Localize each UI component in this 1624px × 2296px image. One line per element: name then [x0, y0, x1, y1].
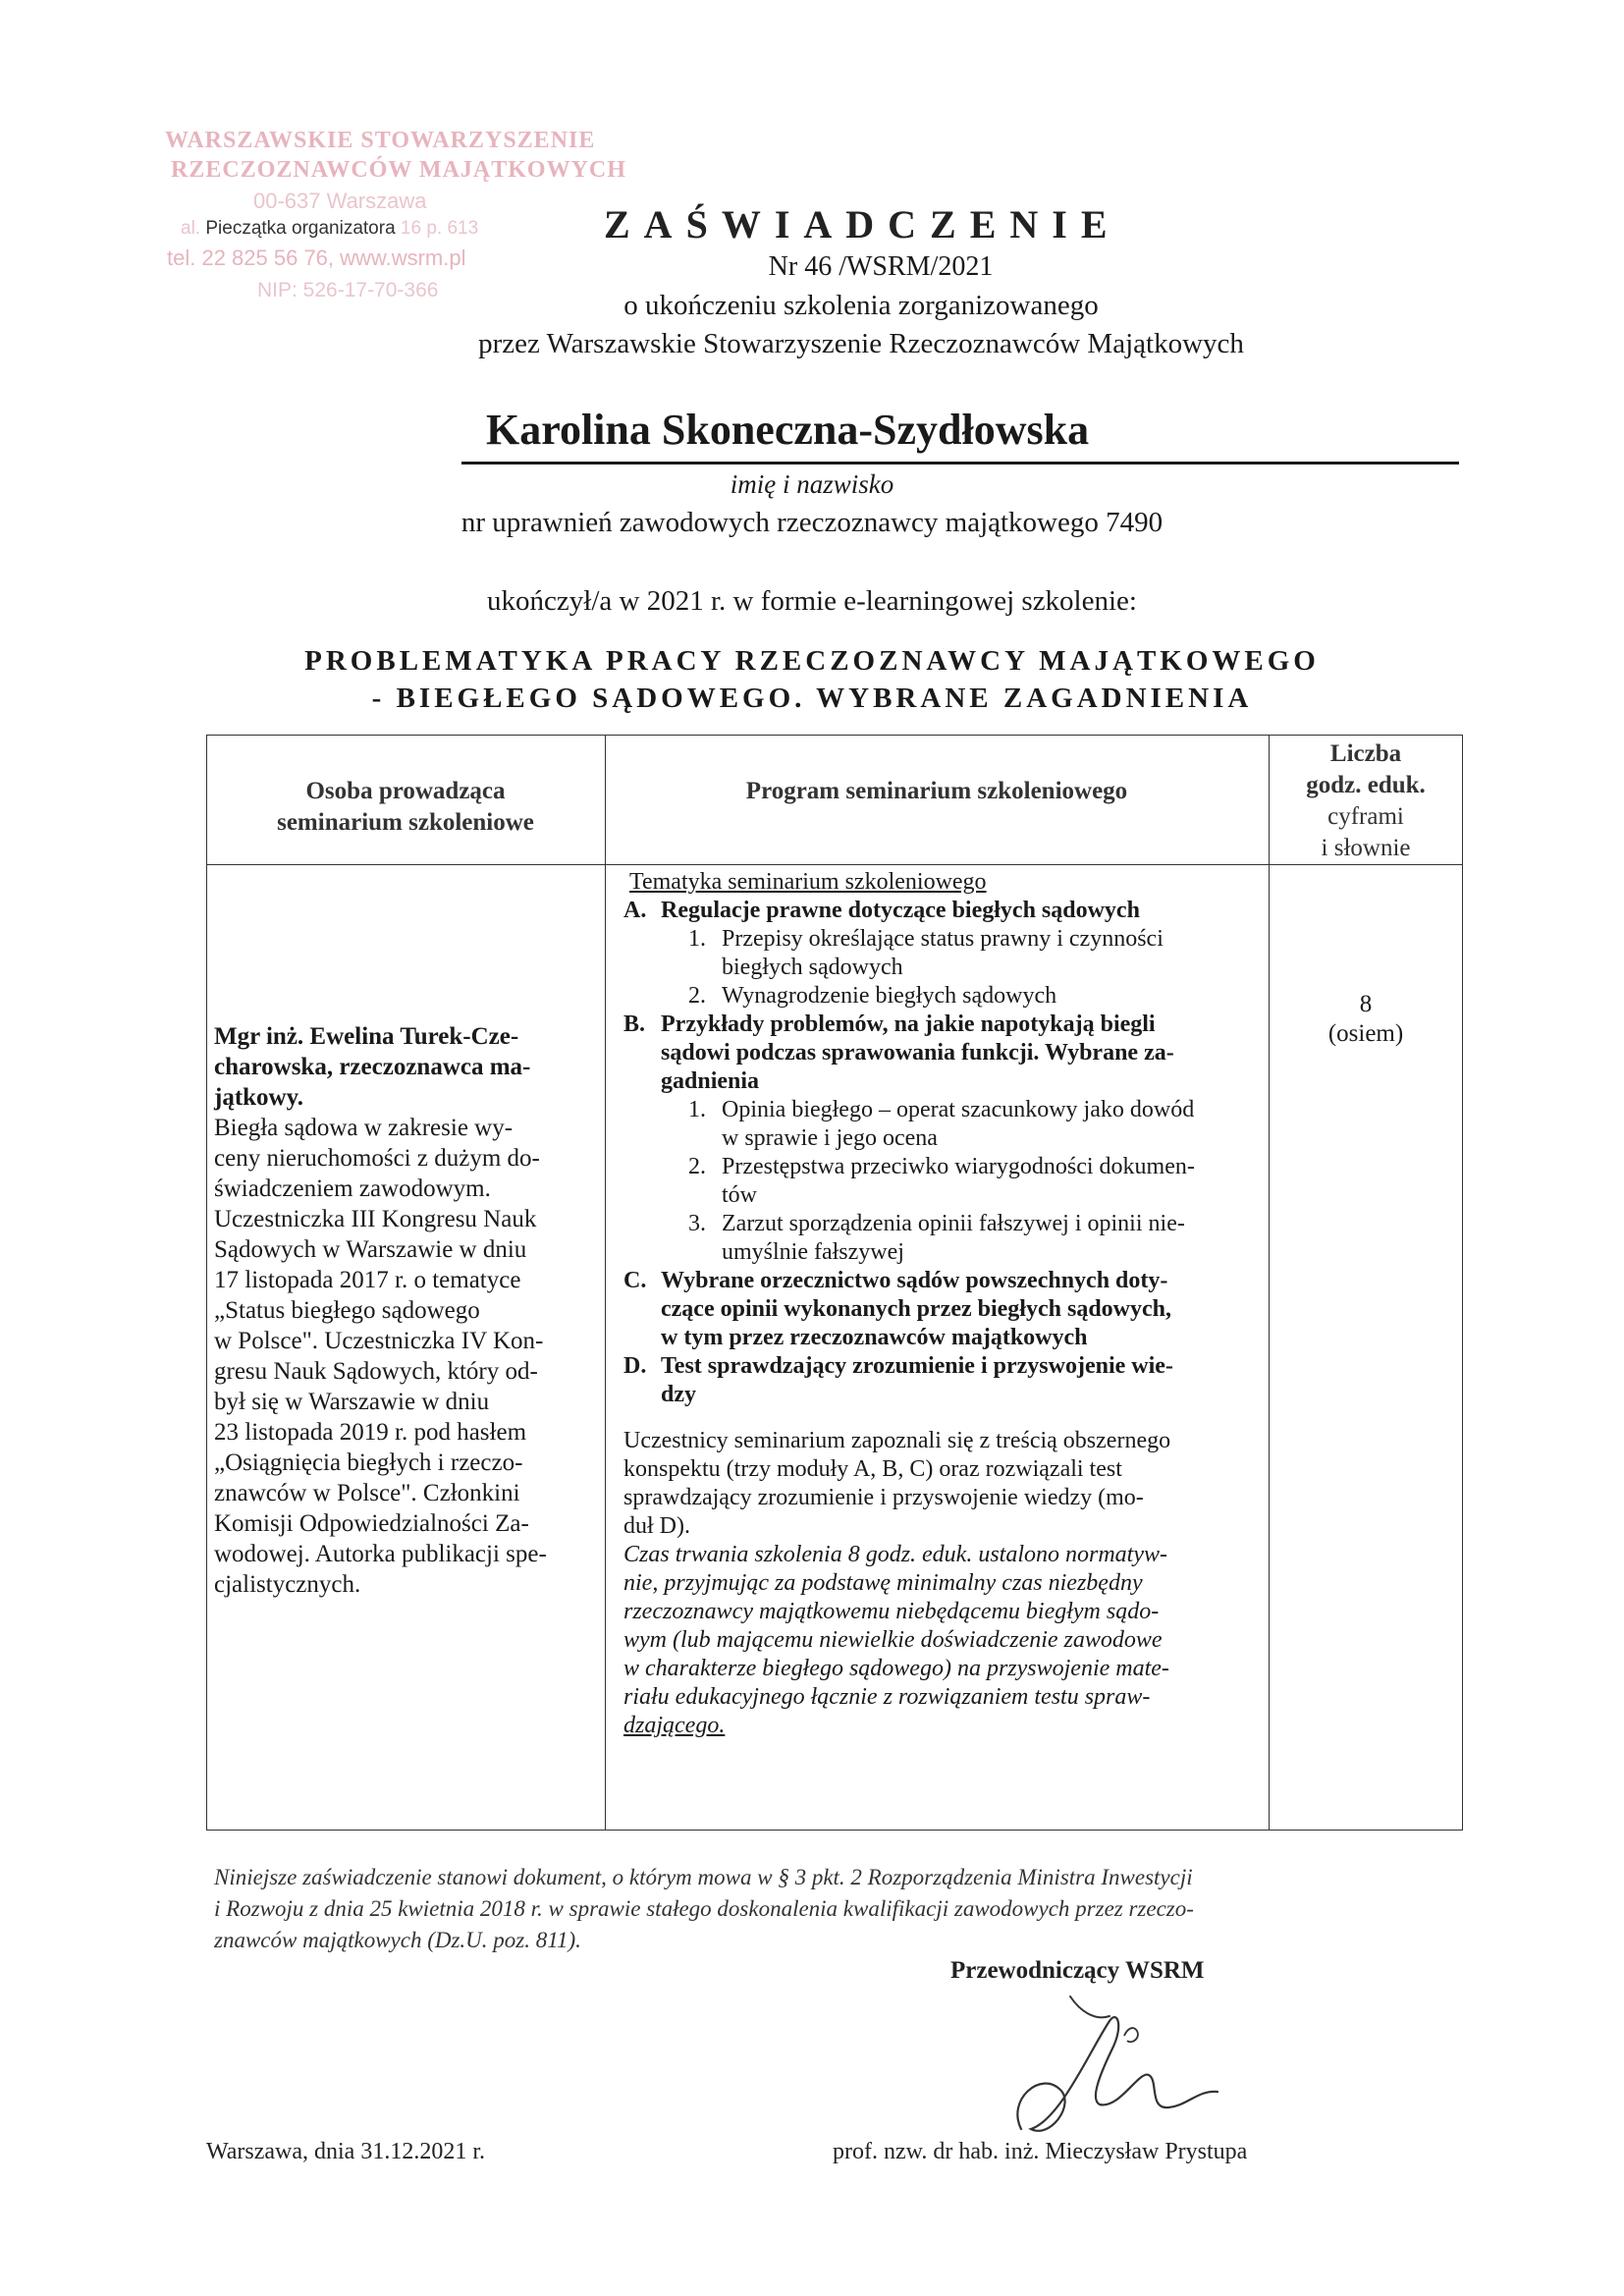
item-number: 1. [688, 1097, 706, 1122]
header-hours-line-4: i słownie [1321, 835, 1411, 861]
header-program: Program seminarium szkoleniowego [745, 778, 1128, 804]
section-title-line: Wybrane orzecznictwo sądów powszechnych doty- [661, 1268, 1168, 1293]
lecturer-name-line-3: jątkowy. [214, 1084, 303, 1111]
summary-line: konspektu (trzy moduły A, B, C) oraz rozwiązali test [623, 1456, 1122, 1482]
stamp-line-4-prefix: al. [181, 218, 201, 239]
item-line: Przestępstwa przeciwko wiarygodności dokumen- [722, 1154, 1195, 1179]
bio-line: był się w Warszawie w dniu [214, 1389, 490, 1415]
section-b [623, 1011, 1262, 1096]
note-line: riału edukacyjnego łącznie z rozwiązaniem testu spraw- [623, 1684, 1151, 1710]
bio-line: gresu Nauk Sądowych, który od- [214, 1358, 538, 1385]
header-lecturer [206, 776, 605, 839]
section-title-line: w tym przez rzeczoznawców majątkowych [661, 1325, 1088, 1350]
hours-digits: 8 [1359, 991, 1373, 1017]
handwritten-signature [1001, 1982, 1257, 2149]
header-hours-line-3: cyframi [1327, 803, 1404, 830]
item-line: umyślnie fałszywej [722, 1239, 904, 1265]
section-title [661, 1011, 1262, 1096]
summary-line: Uczestnicy seminarium zapoznali się z treścią obszernego [623, 1428, 1171, 1453]
subtitle-line-2: przez Warszawskie Stowarzyszenie Rzeczoznawców Majątkowych [478, 328, 1244, 359]
legal-note-line: Niniejsze zaświadczenie stanowi dokument, o którym mowa w § 3 pkt. 2 Rozporządzenia Ministra Inwestycji [214, 1865, 1193, 1889]
recipient-name: Karolina Skoneczna-Szydłowska [486, 406, 1090, 454]
item-number: 1. [688, 926, 706, 952]
chair-label: Przewodniczący WSRM [950, 1957, 1205, 1984]
section-letter: C. [623, 1268, 647, 1293]
subtitle-line-1: o ukończeniu szkolenia zorganizowanego [623, 290, 1099, 321]
course-title-line-1: PROBLEMATYKA PRACY RZECZOZNAWCY MAJĄTKOWEGO [304, 645, 1320, 677]
program-summary [623, 1427, 1262, 1541]
table-right-border [1462, 735, 1463, 1831]
item-text [722, 1210, 1262, 1267]
section-title-line: Regulacje prawne dotyczące biegłych sądowych [661, 898, 1140, 923]
signatory-name: prof. nzw. dr hab. inż. Mieczysław Prystupa [833, 2139, 1248, 2164]
header-lecturer-line-2: seminarium szkoleniowe [277, 809, 534, 836]
license-number: nr uprawnień zawodowych rzeczoznawcy majątkowego 7490 [460, 507, 1164, 538]
course-title-line-2: - BIEGŁEGO SĄDOWEGO. WYBRANE ZAGADNIENIA [371, 683, 1253, 714]
table-bottom-border [206, 1830, 1463, 1831]
completion-text: ukończył/a w 2021 r. w formie e-learningowej szkolenie: [487, 585, 1137, 617]
item-line: Wynagrodzenie biegłych sądowych [722, 983, 1057, 1009]
note-line: wym (lub mającemu niewielkie doświadczenie zawodowe [623, 1627, 1163, 1653]
stamp-line-5: tel. 22 825 56 76, www.wsrm.pl [167, 246, 466, 270]
section-letter: A. [623, 898, 647, 923]
header-hours-line-2: godz. eduk. [1306, 772, 1426, 798]
item-number: 3. [688, 1211, 706, 1236]
item-text [722, 1153, 1262, 1210]
item-text [722, 925, 1262, 982]
header-hours-line-1: Liczba [1329, 740, 1402, 767]
item-line: Opinia biegłego – operat szacunkowy jako dowód [722, 1097, 1195, 1122]
item-line: Przepisy określające status prawny i czynności [722, 926, 1164, 952]
note-line: dzającego. [623, 1713, 726, 1738]
section-letter: D. [623, 1353, 647, 1379]
name-label: imię i nazwisko [730, 469, 894, 499]
table-col-divider-1 [605, 735, 606, 1831]
section-title [661, 1267, 1262, 1352]
organizer-stamp [147, 128, 626, 314]
section-item [623, 1210, 1262, 1267]
legal-note-line: znawców majątkowych (Dz.U. poz. 811). [214, 1928, 581, 1952]
section-letter: B. [623, 1011, 646, 1037]
bio-line: ceny nieruchomości z dużym do- [214, 1145, 540, 1172]
place-and-date: Warszawa, dnia 31.12.2021 r. [206, 2139, 485, 2164]
bio-line: 17 listopada 2017 r. o tematyce [214, 1267, 521, 1293]
summary-line: sprawdzający zrozumienie i przyswojenie wiedzy (mo- [623, 1485, 1144, 1510]
section-title-line: gadnienia [661, 1068, 760, 1094]
item-text [722, 1096, 1262, 1153]
item-number: 2. [688, 983, 706, 1009]
section-title-line: czące opinii wykonanych przez biegłych sądowych, [661, 1296, 1171, 1322]
section-item [623, 982, 1262, 1011]
stamp-line-4-suffix: 16 p. 613 [400, 218, 479, 239]
program-cell [623, 868, 1262, 1740]
name-underline [461, 462, 1459, 465]
legal-note [214, 1862, 1412, 1956]
section-title-line: Przykłady problemów, na jakie napotykają biegli [661, 1011, 1156, 1037]
section-item [623, 1096, 1262, 1153]
certificate-number: Nr 46 /WSRM/2021 [768, 251, 994, 282]
header-lecturer-line-1: Osoba prowadząca [305, 778, 506, 804]
note-line: nie, przyjmując za podstawę minimalny czas niezbędny [623, 1570, 1143, 1596]
section-d [623, 1352, 1262, 1409]
bio-line: Biegła sądowa w zakresie wy- [214, 1115, 514, 1141]
bio-line: w Polsce". Uczestniczka IV Kon- [214, 1328, 544, 1354]
program-table [206, 735, 1463, 1831]
lecturer-bio [214, 1113, 592, 1600]
header-hours [1269, 738, 1463, 864]
stamp-line-6: NIP: 526-17-70-366 [257, 279, 439, 301]
document-title: ZAŚWIADCZENIE [604, 202, 1121, 246]
stamp-line-2: RZECZOZNAWCÓW MAJĄTKOWYCH [171, 157, 626, 183]
note-line: w charakterze biegłego sądowego) na przyswojenie mate- [623, 1656, 1169, 1681]
section-title-line: Test sprawdzający zrozumienie i przyswojenie wie- [661, 1353, 1173, 1379]
item-line: w sprawie i jego ocena [722, 1125, 938, 1151]
section-title-line: sądowi podczas sprawowania funkcji. Wybrane za- [661, 1040, 1174, 1066]
section-c [623, 1267, 1262, 1352]
lecturer-name-line-2: charowska, rzeczoznawca ma- [214, 1054, 531, 1080]
legal-note-line: i Rozwoju z dnia 25 kwietnia 2018 r. w sprawie stałego doskonalenia kwalifikacji zawodowych przez rzeczo- [214, 1896, 1194, 1921]
item-line: biegłych sądowych [722, 955, 903, 980]
note-line: Czas trwania szkolenia 8 godz. eduk. ustalono normatyw- [623, 1542, 1168, 1567]
item-line: tów [722, 1182, 757, 1208]
stamp-line-1: WARSZAWSKIE STOWARZYSZENIE [165, 128, 596, 153]
lecturer-name-line-1: Mgr inż. Ewelina Turek-Cze- [214, 1023, 519, 1050]
stamp-label-line [181, 218, 478, 240]
item-line: Zarzut sporządzenia opinii fałszywej i opinii nie- [722, 1211, 1185, 1236]
table-header-divider [206, 864, 1463, 865]
bio-line: cjalistycznych. [214, 1571, 361, 1598]
item-number: 2. [688, 1154, 706, 1179]
bio-line: Uczestniczka III Kongresu Nauk [214, 1206, 537, 1232]
hours-cell [1269, 990, 1463, 1049]
bio-line: wodowej. Autorka publikacji spe- [214, 1541, 547, 1567]
section-title [661, 1352, 1262, 1409]
table-top-border [206, 735, 1463, 736]
bio-line: „Status biegłego sądowego [214, 1297, 480, 1324]
section-a [623, 897, 1262, 925]
bio-line: Sądowych w Warszawie w dniu [214, 1236, 527, 1263]
hours-words: (osiem) [1327, 1020, 1404, 1047]
bio-line: Komisji Odpowiedzialności Za- [214, 1510, 529, 1537]
note-line: rzeczoznawcy majątkowemu niebędącemu biegłym sądo- [623, 1599, 1160, 1624]
stamp-line-3: 00-637 Warszawa [253, 189, 427, 213]
stamp-label: Pieczątka organizatora [205, 218, 396, 239]
section-title [661, 897, 1262, 925]
section-title-line: dzy [661, 1382, 696, 1407]
topic-header: Tematyka seminarium szkoleniowego [629, 869, 987, 895]
program-note [623, 1541, 1262, 1740]
bio-line: 23 listopada 2019 r. pod hasłem [214, 1419, 527, 1446]
bio-line: „Osiągnięcia biegłych i rzeczo- [214, 1449, 523, 1476]
bio-line: znawców w Polsce". Członkini [214, 1480, 520, 1506]
course-title [0, 642, 1624, 717]
table-left-border [206, 735, 207, 1831]
section-item [623, 1153, 1262, 1210]
section-item [623, 925, 1262, 982]
lecturer-cell [214, 1021, 592, 1600]
table-col-divider-2 [1269, 735, 1270, 1831]
summary-line: duł D). [623, 1513, 690, 1539]
bio-line: świadczeniem zawodowym. [214, 1175, 491, 1202]
lecturer-name [214, 1021, 592, 1113]
